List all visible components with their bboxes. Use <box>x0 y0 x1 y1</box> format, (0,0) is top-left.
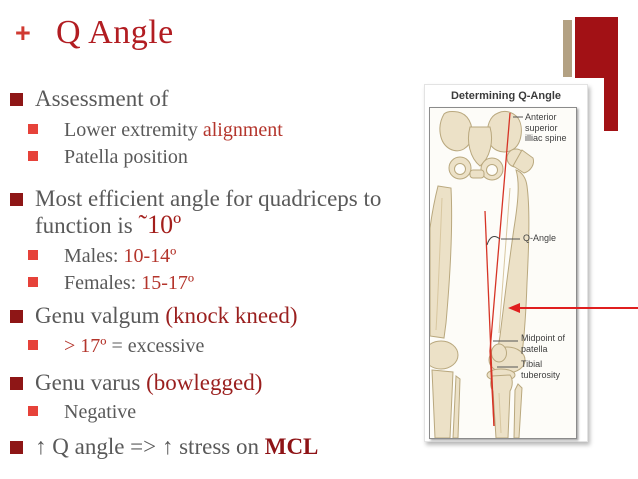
bullet-text: = excessive <box>106 335 205 357</box>
plus-icon: + <box>15 18 31 48</box>
bullet-square-icon <box>10 441 23 454</box>
bullet-text-highlight: alignment <box>202 119 283 141</box>
slide-title: Q Angle <box>56 14 174 51</box>
label-q-angle: Q-Angle <box>523 233 557 243</box>
bullet-square-icon <box>28 340 38 350</box>
bullet-lower-extremity <box>26 118 404 142</box>
bullet-efficient-angle <box>8 186 404 239</box>
bullet-females <box>26 271 404 295</box>
bullet-text-highlight: MCL <box>264 434 319 459</box>
bullet-genu-varus <box>8 370 404 396</box>
bullet-text: Females: <box>64 272 142 294</box>
figure-title: Determining Q-Angle <box>450 90 561 102</box>
bullet-square-icon <box>10 193 23 206</box>
bullet-text: Negative <box>64 401 137 423</box>
bullet-text: Genu valgum <box>35 303 166 328</box>
bullet-text: Lower extremity <box>64 119 203 141</box>
bullet-text: Males: <box>64 245 124 267</box>
bullet-text-highlight: ˜10º <box>138 210 182 239</box>
bullet-patella-position <box>26 145 404 169</box>
anatomy-illustration <box>430 108 576 438</box>
bullet-males <box>26 244 404 268</box>
red-arrow-shaft <box>519 307 638 309</box>
bullet-text-highlight: 15-17º <box>141 272 195 294</box>
bullet-q-angle-stress <box>8 434 404 460</box>
bullet-square-icon <box>28 277 38 287</box>
bullet-text: Assessment of <box>35 86 169 111</box>
corner-red-block <box>575 17 618 78</box>
corner-tan-bar <box>563 20 572 77</box>
bullet-square-icon <box>10 93 23 106</box>
bullet-text: ↑ Q angle => ↑ stress on <box>35 434 265 459</box>
figure-illustration-box <box>429 107 577 439</box>
bullet-text-highlight: (bowlegged) <box>146 370 263 395</box>
red-arrow-icon <box>508 303 520 313</box>
bullet-assessment <box>8 86 404 112</box>
q-angle-figure-panel <box>424 84 588 442</box>
bullet-square-icon <box>10 310 23 323</box>
bullet-square-icon <box>28 250 38 260</box>
bullet-negative <box>26 400 404 424</box>
label-midpoint-of-patella: Midpoint of patella <box>521 333 566 354</box>
label-tibial-tuberosity: Tibial tuberosity <box>521 359 561 380</box>
bullet-text: Patella position <box>64 146 188 168</box>
bullet-square-icon <box>28 151 38 161</box>
bullet-text: Genu varus <box>35 370 147 395</box>
bullet-square-icon <box>28 406 38 416</box>
bullet-genu-valgum <box>8 303 404 329</box>
bullet-text-highlight: (knock kneed) <box>165 303 298 328</box>
bullet-square-icon <box>10 377 23 390</box>
bullet-excessive <box>26 334 404 358</box>
corner-red-stem <box>604 78 618 131</box>
bullet-text-highlight: 10-14º <box>123 245 177 267</box>
bullet-text-highlight: > 17º <box>64 335 107 357</box>
bullet-square-icon <box>28 124 38 134</box>
bullet-list <box>8 86 404 460</box>
bullet-text: Most efficient angle for quadriceps to function is <box>35 186 382 238</box>
label-anterior-superior-iliac-spine: Anterior superior illiac spine <box>525 112 567 143</box>
